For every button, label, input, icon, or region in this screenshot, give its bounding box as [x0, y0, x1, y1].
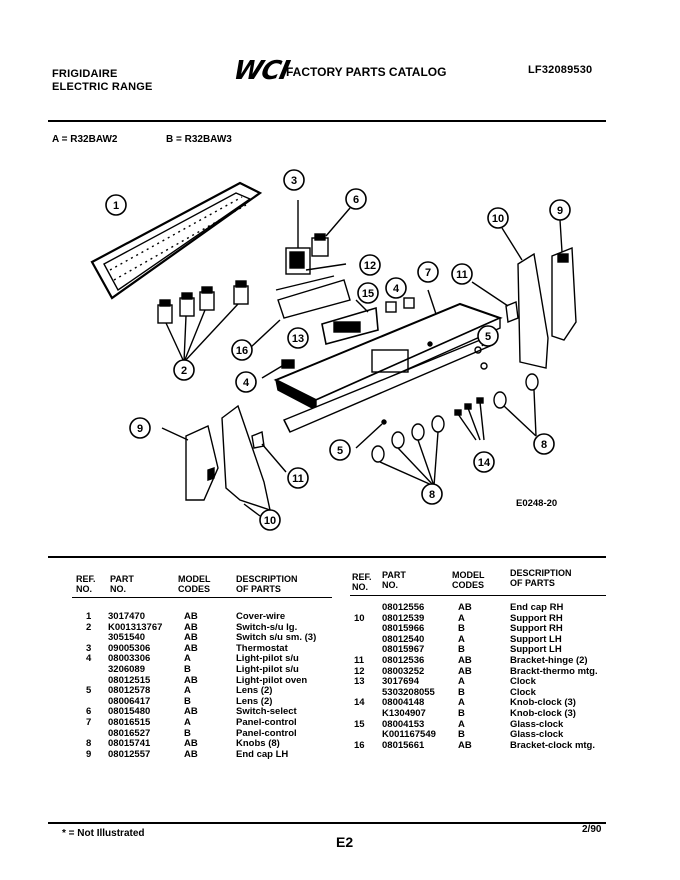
- table-cell-desc: Clock: [510, 676, 536, 688]
- table-cell-desc: Thermostat: [236, 642, 288, 654]
- svg-text:5: 5: [336, 445, 344, 457]
- callout-14: [474, 452, 494, 472]
- table-cell-ref: 12: [354, 665, 365, 677]
- table-cell-desc: Panel-control: [236, 727, 297, 739]
- callout-1: [106, 195, 126, 215]
- table-cell-part: 08004148: [382, 697, 425, 709]
- exploded-parts-diagram: [0, 150, 680, 550]
- callout-6: [346, 189, 366, 209]
- table-cell-code: B: [184, 727, 191, 739]
- table-cell-desc: Cover-wire: [236, 611, 286, 622]
- table-cell-ref: 11: [354, 655, 365, 666]
- table-cell-desc: Clock: [510, 686, 536, 698]
- knob-parts: [372, 374, 538, 486]
- table-cell-desc: Knob-clock (3): [510, 697, 576, 709]
- callout-15: [358, 283, 378, 303]
- ref-header-left: REF. NO.: [76, 574, 96, 594]
- svg-text:8: 8: [428, 489, 436, 501]
- part-header-right: PART NO.: [382, 570, 406, 590]
- ref-header-right: REF. NO.: [352, 572, 372, 592]
- table-cell-part: 08016527: [108, 727, 151, 739]
- table-cell-code: AB: [184, 738, 198, 750]
- svg-text:9: 9: [136, 423, 144, 435]
- table-cell-part: 08015966: [382, 623, 425, 635]
- table-cell-desc: Support RH: [510, 612, 563, 624]
- header-rule: [48, 120, 606, 122]
- svg-text:5: 5: [484, 331, 492, 343]
- table-cell-desc: Support LH: [510, 633, 562, 645]
- callout-9b: [130, 418, 150, 438]
- table-cell-desc: Knob-clock (3): [510, 708, 576, 719]
- table-cell-part: K001167549: [382, 729, 436, 741]
- svg-text:9: 9: [556, 205, 564, 217]
- table-cell-desc: End cap LH: [236, 748, 289, 760]
- table-cell-code: A: [184, 685, 191, 697]
- left-side-supports: [162, 406, 286, 516]
- table-cell-part: 08003306: [108, 653, 151, 665]
- table-cell-desc: Lens (2): [236, 685, 273, 697]
- svg-text:10: 10: [491, 213, 505, 225]
- table-cell-code: AB: [458, 665, 472, 677]
- table-cell-code: B: [184, 664, 191, 675]
- table-cell-ref: 8: [86, 738, 92, 750]
- page-number: E2: [336, 834, 354, 850]
- table-cell-code: B: [184, 695, 191, 707]
- table-cell-part: 3017470: [108, 611, 145, 622]
- table-cell-part: K001313767: [108, 621, 163, 633]
- table-cell-ref: 14: [354, 697, 365, 709]
- table-cell-ref: 3: [86, 642, 92, 654]
- svg-text:4: 4: [392, 283, 400, 295]
- table-cell-code: AB: [458, 655, 472, 666]
- table-cell-code: AB: [184, 621, 198, 633]
- table-cell-code: AB: [184, 632, 198, 644]
- callout-8a: [422, 484, 442, 504]
- table-cell-code: AB: [184, 748, 198, 760]
- not-illustrated-note: * = Not Illustrated: [62, 828, 145, 839]
- table-cell-part: 08012515: [108, 674, 151, 686]
- callout-11b: [288, 468, 308, 488]
- header-underline-right: [350, 595, 606, 596]
- svg-text:13: 13: [291, 333, 305, 345]
- svg-text:6: 6: [352, 194, 360, 206]
- callout-5a: [478, 326, 498, 346]
- table-cell-part: 08006417: [108, 695, 151, 707]
- header-underline-left: [72, 597, 332, 598]
- table-cell-ref: 1: [86, 611, 92, 622]
- model-header-left: MODEL CODES: [178, 574, 211, 594]
- table-cell-part: 08012539: [382, 612, 425, 624]
- svg-text:7: 7: [424, 267, 432, 279]
- table-cell-code: B: [458, 708, 465, 719]
- table-cell-ref: 5: [86, 685, 92, 697]
- table-cell-code: A: [458, 633, 465, 645]
- table-cell-code: AB: [184, 674, 198, 686]
- table-cell-desc: Switch-select: [236, 706, 297, 718]
- table-cell-desc: Lens (2): [236, 695, 273, 707]
- svg-text:3: 3: [290, 175, 298, 187]
- table-cell-part: 3206089: [108, 664, 145, 675]
- table-cell-desc: Switch s/u sm. (3): [236, 632, 317, 644]
- table-cell-part: 08012540: [382, 633, 425, 645]
- table-cell-ref: 13: [354, 676, 365, 688]
- table-cell-ref: 10: [354, 612, 365, 624]
- table-cell-part: 08015480: [108, 706, 151, 718]
- table-cell-code: AB: [184, 611, 198, 622]
- footer-rule: [48, 822, 606, 824]
- catalog-title: FACTORY PARTS CATALOG: [286, 65, 447, 79]
- thermostat-part: [276, 200, 350, 290]
- callout-4b: [236, 372, 256, 392]
- table-cell-desc: Support LH: [510, 644, 562, 656]
- model-header-right: MODEL CODES: [452, 570, 485, 590]
- svg-text:8: 8: [540, 439, 548, 451]
- table-cell-code: B: [458, 686, 465, 698]
- table-cell-desc: Brackt-thermo mtg.: [510, 665, 598, 677]
- diagram-code: E0248-20: [516, 498, 558, 509]
- table-cell-part: 08012557: [108, 748, 151, 760]
- table-cell-ref: 15: [354, 718, 365, 730]
- callout-12: [360, 255, 380, 275]
- table-top-rule: [48, 556, 606, 558]
- svg-text:10: 10: [263, 515, 277, 527]
- table-cell-part: 08015661: [382, 739, 425, 751]
- callout-13: [288, 328, 308, 348]
- callout-7: [418, 262, 438, 282]
- callout-9a: [550, 200, 570, 220]
- part-header-left: PART NO.: [110, 574, 134, 594]
- svg-text:12: 12: [363, 260, 377, 272]
- table-cell-code: AB: [184, 642, 198, 654]
- svg-text:15: 15: [361, 288, 375, 300]
- table-cell-desc: Support RH: [510, 623, 563, 635]
- table-cell-desc: Glass-clock: [510, 718, 564, 730]
- table-cell-desc: Panel-control: [236, 717, 297, 728]
- table-cell-code: AB: [184, 706, 198, 718]
- table-cell-code: A: [458, 676, 465, 688]
- callout-4a: [386, 278, 406, 298]
- table-cell-code: A: [458, 697, 465, 709]
- brand-name: FRIGIDAIRE: [52, 68, 118, 80]
- table-cell-desc: Bracket-hinge (2): [510, 655, 588, 666]
- table-cell-part: 08012536: [382, 655, 425, 666]
- table-cell-part: 08015741: [108, 738, 151, 750]
- table-cell-code: B: [458, 729, 465, 741]
- desc-header-right: DESCRIPTION OF PARTS: [510, 568, 572, 588]
- table-cell-part: 3051540: [108, 632, 145, 644]
- table-cell-ref: 6: [86, 706, 92, 718]
- table-cell-desc: Light-pilot oven: [236, 674, 308, 686]
- table-cell-ref: 7: [86, 717, 92, 728]
- table-cell-part: 08016515: [108, 717, 151, 728]
- table-cell-part: 08003252: [382, 665, 425, 677]
- table-cell-ref: 4: [86, 653, 92, 665]
- svg-text:2: 2: [180, 365, 188, 377]
- table-cell-part: 3017694: [382, 676, 419, 688]
- table-cell-desc: Glass-clock: [510, 729, 564, 741]
- callout-3: [284, 170, 304, 190]
- table-cell-code: AB: [458, 739, 472, 751]
- table-cell-ref: 2: [86, 621, 92, 633]
- table-cell-desc: Knobs (8): [236, 738, 280, 750]
- svg-text:14: 14: [477, 457, 491, 469]
- table-cell-part: 09005306: [108, 642, 151, 654]
- table-cell-ref: 9: [86, 748, 92, 760]
- callout-8b: [534, 434, 554, 454]
- table-cell-part: 08012556: [382, 602, 425, 613]
- table-cell-desc: Switch-s/u lg.: [236, 621, 298, 633]
- svg-text:1: 1: [112, 200, 120, 212]
- table-cell-code: A: [184, 653, 191, 665]
- svg-text:16: 16: [235, 345, 249, 357]
- table-cell-code: B: [458, 644, 465, 656]
- table-cell-code: A: [184, 717, 191, 728]
- clock-knob-parts: [455, 398, 484, 440]
- svg-text:4: 4: [242, 377, 250, 389]
- table-cell-desc: Light-pilot s/u: [236, 664, 299, 675]
- callout-11a: [452, 264, 472, 284]
- svg-text:11: 11: [456, 269, 468, 281]
- table-cell-desc: Light-pilot s/u: [236, 653, 299, 665]
- table-cell-code: A: [458, 612, 465, 624]
- table-cell-part: 5303208055: [382, 686, 435, 698]
- table-cell-desc: Bracket-clock mtg.: [510, 739, 596, 751]
- catalog-number: LF32089530: [528, 64, 593, 76]
- model-a: A = R32BAW2: [52, 134, 118, 145]
- callout-16: [232, 340, 252, 360]
- desc-header-left: DESCRIPTION OF PARTS: [236, 574, 298, 594]
- product-type: ELECTRIC RANGE: [52, 81, 153, 93]
- table-cell-code: AB: [458, 602, 472, 613]
- callout-5b: [330, 440, 350, 460]
- table-cell-part: 08015967: [382, 644, 425, 656]
- callout-2: [174, 360, 194, 380]
- wci-logo: WCI: [230, 56, 292, 86]
- callout-10a: [488, 208, 508, 228]
- table-cell-part: 08012578: [108, 685, 151, 697]
- table-cell-code: A: [458, 718, 465, 730]
- model-b: B = R32BAW3: [166, 134, 232, 145]
- table-cell-part: K1304907: [382, 708, 426, 719]
- revision-date: 2/90: [582, 824, 602, 835]
- table-cell-part: 08004153: [382, 718, 425, 730]
- table-cell-desc: End cap RH: [510, 602, 564, 613]
- table-cell-ref: 16: [354, 739, 365, 751]
- callout-10b: [260, 510, 280, 530]
- svg-text:11: 11: [292, 473, 304, 485]
- table-cell-code: B: [458, 623, 465, 635]
